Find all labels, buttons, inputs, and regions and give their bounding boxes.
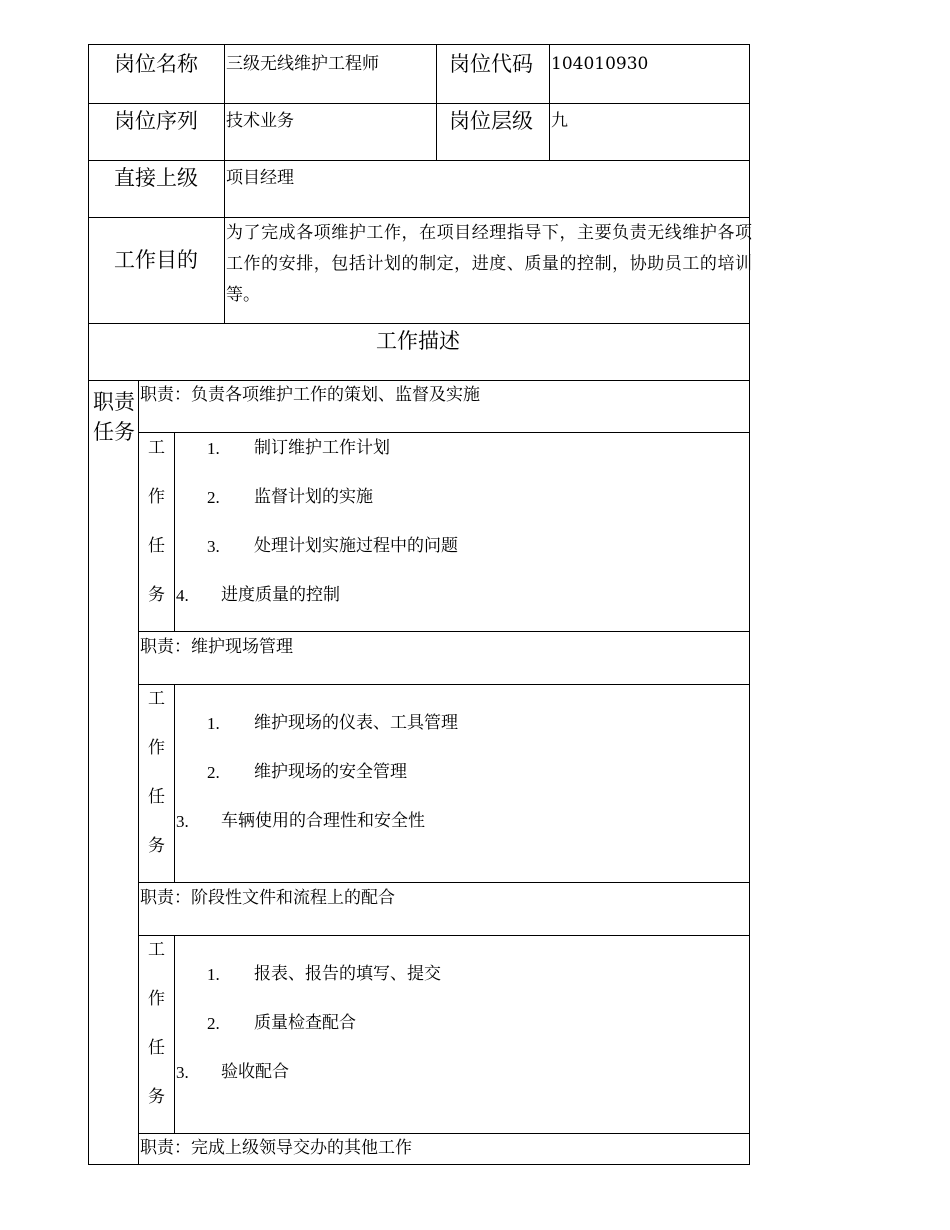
- task-number: 1.: [207, 439, 220, 458]
- row-divider: [88, 160, 750, 161]
- position-code-label: 岗位代码: [449, 52, 533, 76]
- col-divider: [138, 380, 139, 1164]
- col-divider: [174, 432, 175, 631]
- task-label-char: 任: [148, 787, 165, 807]
- purpose-value: 为了完成各项维护工作，在项目经理指导下，主要负责无线维护各项工作的安排，包括计划的制定，进度、质量的控制，协助员工的培训等。: [226, 223, 752, 305]
- task-label-char: 工: [148, 940, 165, 960]
- position-name-value: 三级无线维护工程师: [226, 54, 379, 74]
- task-label-char: 任: [148, 536, 165, 556]
- task-item: 报表、报告的填写、提交: [254, 964, 441, 984]
- task-item: 维护现场的安全管理: [254, 762, 407, 782]
- task-label-char: 任: [148, 1038, 165, 1058]
- duty-title: 职责：完成上级领导交办的其他工作: [140, 1138, 412, 1158]
- table-border-right: [749, 44, 750, 1165]
- task-item: 处理计划实施过程中的问题: [254, 536, 458, 556]
- col-divider: [174, 684, 175, 882]
- duty-title: 职责：负责各项维护工作的策划、监督及实施: [140, 385, 480, 405]
- row-divider: [88, 380, 750, 381]
- position-code-value: 104010930: [551, 54, 649, 74]
- col-divider: [436, 44, 437, 160]
- table-border-left: [88, 44, 89, 1165]
- purpose-label: 工作目的: [114, 248, 198, 272]
- task-number: 1.: [207, 714, 220, 733]
- col-divider: [224, 44, 225, 323]
- task-label-char: 作: [148, 989, 165, 1009]
- task-label-char: 工: [148, 438, 165, 458]
- superior-label: 直接上级: [114, 166, 198, 190]
- task-item: 制订维护工作计划: [254, 438, 390, 458]
- task-number: 1.: [207, 965, 220, 984]
- task-number: 3.: [207, 537, 220, 556]
- row-divider: [138, 684, 750, 685]
- task-label-char: 务: [148, 1087, 165, 1107]
- level-label: 岗位层级: [449, 109, 533, 133]
- table-border-top: [88, 44, 750, 45]
- task-number: 3.: [176, 812, 189, 831]
- duty-title: 职责：阶段性文件和流程上的配合: [140, 888, 395, 908]
- row-divider: [138, 935, 750, 936]
- task-number: 2.: [207, 488, 220, 507]
- row-divider: [138, 432, 750, 433]
- row-divider: [138, 882, 750, 883]
- task-label-char: 务: [148, 585, 165, 605]
- duties-label-line1: 职责: [93, 390, 135, 414]
- table-border-bottom: [88, 1164, 750, 1165]
- task-item: 质量检查配合: [254, 1013, 356, 1033]
- task-item: 维护现场的仪表、工具管理: [254, 713, 458, 733]
- superior-value: 项目经理: [226, 168, 294, 188]
- description-title: 工作描述: [376, 329, 460, 353]
- task-label-char: 工: [148, 689, 165, 709]
- task-item: 监督计划的实施: [254, 487, 373, 507]
- task-label-char: 作: [148, 738, 165, 758]
- duties-label: [93, 387, 135, 447]
- task-number: 4.: [176, 586, 189, 605]
- task-label-char: 务: [148, 836, 165, 856]
- col-divider: [549, 44, 550, 160]
- task-number: 3.: [176, 1063, 189, 1082]
- level-value: 九: [551, 111, 568, 131]
- task-item: 进度质量的控制: [221, 585, 340, 605]
- task-number: 2.: [207, 763, 220, 782]
- duty-title: 职责：维护现场管理: [140, 637, 293, 657]
- row-divider: [88, 103, 750, 104]
- row-divider: [138, 1133, 750, 1134]
- position-name-label: 岗位名称: [114, 52, 198, 76]
- col-divider: [174, 935, 175, 1133]
- task-item: 验收配合: [221, 1062, 289, 1082]
- row-divider: [88, 323, 750, 324]
- task-item: 车辆使用的合理性和安全性: [221, 811, 425, 831]
- task-label-char: 作: [148, 487, 165, 507]
- task-number: 2.: [207, 1014, 220, 1033]
- duties-label-line2: 任务: [93, 420, 135, 444]
- series-label: 岗位序列: [114, 109, 198, 133]
- series-value: 技术业务: [226, 111, 294, 131]
- row-divider: [138, 631, 750, 632]
